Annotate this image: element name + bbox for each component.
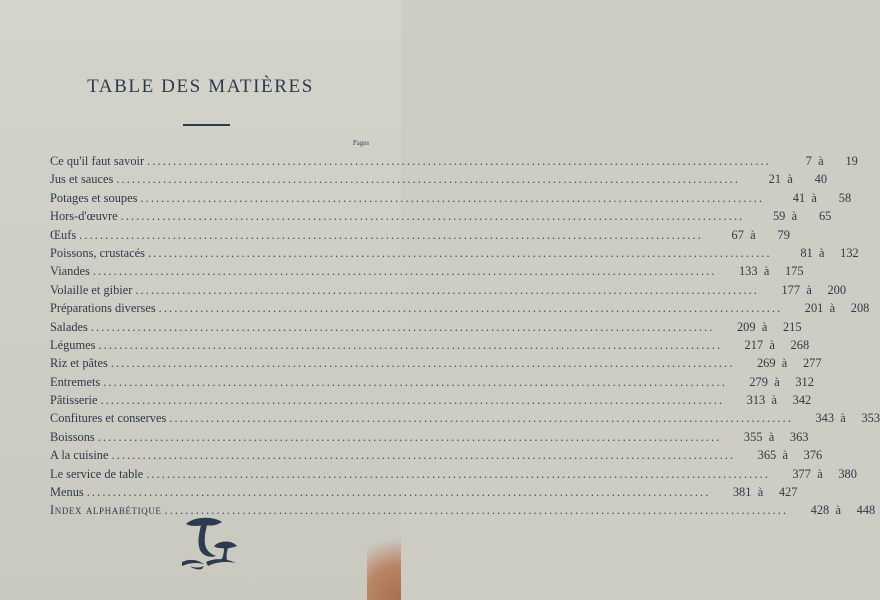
table-of-contents: [50, 152, 880, 520]
toc-entry: [50, 152, 858, 170]
toc-entry: [50, 465, 857, 483]
toc-leader-dots: ........................................................................................................................: [148, 245, 772, 260]
page-end: 19: [845, 154, 858, 168]
toc-leader-dots: ........................................................................................................................: [169, 411, 794, 426]
page-end: 58: [838, 190, 852, 205]
toc-entry: [50, 262, 804, 280]
title-rule: [183, 124, 230, 126]
page-end: 427: [778, 485, 798, 500]
page-range-separator: à: [771, 393, 777, 408]
page-start: 428: [810, 503, 830, 518]
toc-entry-label: Viandes: [50, 264, 90, 279]
page-range-separator: à: [791, 209, 798, 224]
page-range-separator: à: [817, 466, 823, 481]
toc-entry: [50, 391, 812, 409]
toc-entry: [50, 226, 790, 244]
page-end: 175: [784, 264, 804, 279]
page-start: 21: [768, 172, 782, 187]
page-start: 59: [772, 209, 786, 224]
page-end: 40: [814, 172, 828, 187]
toc-entry-pages: [706, 226, 790, 244]
toc-entry: [50, 336, 810, 354]
toc-leader-dots: ........................................................................................................................: [158, 301, 783, 316]
toc-entry-label: Œufs: [50, 227, 77, 242]
page-start: 355: [743, 429, 763, 444]
page-range-separator: à: [818, 245, 825, 260]
page-start: 381: [732, 485, 752, 500]
page-start: 343: [815, 411, 835, 426]
page-end: 277: [802, 356, 822, 371]
page-end: 215: [782, 319, 802, 334]
toc-entry-pages: [762, 281, 846, 299]
mushroom-ornament-icon: [180, 516, 240, 572]
page-end: 132: [840, 245, 859, 260]
toc-entry-pages: [791, 501, 875, 519]
page-start: 279: [749, 374, 768, 389]
toc-leader-dots: ........................................................................................................................: [103, 374, 727, 389]
page-end: 380: [838, 466, 857, 481]
toc-entry-label: Menus: [50, 485, 84, 500]
page-end: 65: [818, 209, 832, 224]
toc-entry: [50, 409, 880, 427]
page-start: 377: [792, 466, 811, 481]
toc-entry-pages: [747, 207, 831, 225]
page-end: 79: [777, 227, 790, 242]
toc-leader-dots: ........................................................................................................................: [86, 485, 711, 500]
page-range-separator: à: [769, 337, 775, 352]
page-start: 7: [805, 154, 812, 168]
page-range-separator: à: [829, 301, 836, 316]
page-range-separator: à: [835, 503, 841, 518]
page-end: 200: [827, 282, 847, 297]
toc-entry-label: Préparations diverses: [50, 301, 156, 316]
page-start: 41: [792, 190, 806, 205]
toc-entry: [50, 373, 814, 391]
page-range-separator: à: [840, 411, 846, 426]
toc-entry: [50, 207, 832, 225]
toc-entry-label: Boissons: [50, 429, 95, 444]
page-range-separator: à: [763, 264, 770, 279]
toc-entry-label: Index alphabétique: [50, 503, 162, 518]
page-start: 365: [757, 448, 777, 463]
toc-entry-label: Potages et soupes: [50, 190, 138, 205]
toc-leader-dots: ........................................................................................................................: [120, 209, 745, 224]
toc-entry-label: Entremets: [50, 374, 101, 389]
page-range-separator: à: [750, 227, 756, 242]
toc-entry-label: Poissons, crustacés: [50, 245, 145, 260]
toc-entry: [50, 318, 802, 336]
toc-entry-pages: [767, 189, 851, 207]
page-start: 177: [781, 282, 801, 297]
page-end: 208: [850, 301, 870, 316]
toc-entry-pages: [738, 446, 822, 464]
page-end: 268: [790, 337, 810, 352]
toc-leader-dots: ........................................................................................................................: [97, 429, 722, 444]
toc-entry-label: Pâtisserie: [50, 393, 98, 408]
toc-entry: [50, 428, 809, 446]
toc-entry-pages: [785, 299, 869, 317]
toc-entry-pages: [738, 354, 822, 372]
toc-entry-label: Salades: [50, 319, 88, 334]
toc-entry-label: A la cuisine: [50, 448, 109, 463]
page-range-separator: à: [806, 282, 812, 297]
page-range-separator: à: [761, 319, 768, 334]
page-start: 81: [800, 245, 813, 260]
toc-leader-dots: ........................................................................................................................: [92, 264, 717, 279]
pages-column-header: Pages: [352, 139, 370, 147]
page-start: 217: [744, 337, 764, 352]
toc-leader-dots: ........................................................................................................................: [111, 448, 736, 463]
toc-entry-pages: [775, 244, 859, 262]
toc-leader-dots: ........................................................................................................................: [146, 466, 770, 481]
toc-leader-dots: ........................................................................................................................: [116, 172, 741, 187]
toc-leader-dots: ........................................................................................................................: [90, 319, 715, 334]
toc-leader-dots: ........................................................................................................................: [110, 356, 735, 371]
page-start: 269: [756, 356, 776, 371]
toc-entry: [50, 446, 823, 464]
toc-entry-label: Confitures et conserves: [50, 411, 167, 426]
toc-entry: [50, 354, 822, 372]
toc-entry-label: Le service de table: [50, 466, 144, 481]
toc-entry-pages: [724, 428, 808, 446]
toc-entry: [50, 299, 870, 317]
page-range-separator: à: [811, 190, 817, 205]
toc-entry-label: Jus et sauces: [50, 172, 114, 187]
page-end: 353: [861, 411, 880, 426]
toc-entry: [50, 170, 828, 188]
toc-entry-pages: [720, 262, 804, 280]
toc-leader-dots: ........................................................................................................................: [100, 393, 725, 408]
page-start: 67: [731, 227, 744, 242]
toc-entry-pages: [725, 336, 809, 354]
page-range-separator: à: [818, 154, 824, 168]
toc-entry-pages: [796, 409, 880, 427]
page-range-separator: à: [781, 356, 788, 371]
toc-entry: [50, 483, 798, 501]
page-title: TABLE DES MATIÈRES: [87, 76, 314, 97]
page-end: 363: [789, 429, 809, 444]
page-start: 201: [804, 301, 824, 316]
toc-leader-dots: ........................................................................................................................: [135, 282, 760, 297]
toc-leader-dots: ........................................................................................................................: [147, 154, 771, 168]
toc-entry-label: Riz et pâtes: [50, 356, 108, 371]
toc-entry-label: Ce qu'il faut savoir: [50, 154, 145, 168]
page-start: 209: [736, 319, 756, 334]
toc-entry: [50, 244, 859, 262]
toc-entry: [50, 189, 852, 207]
toc-entry-pages: [743, 170, 827, 188]
toc-entry-pages: [718, 318, 802, 336]
toc-leader-dots: ........................................................................................................................: [79, 227, 703, 242]
toc-entry-label: Hors-d'œuvre: [50, 209, 118, 224]
toc-entry-pages: [713, 483, 797, 501]
page-range-separator: à: [774, 374, 780, 389]
toc-entry-label: Volaille et gibier: [50, 282, 133, 297]
toc-entry-label: Légumes: [50, 337, 96, 352]
page-end: 312: [795, 374, 814, 389]
toc-leader-dots: ........................................................................................................................: [140, 190, 765, 205]
page-range-separator: à: [782, 448, 788, 463]
page-end: 342: [792, 393, 812, 408]
toc-entry: [50, 281, 847, 299]
toc-entry-pages: [730, 373, 814, 391]
page-range-separator: à: [757, 485, 764, 500]
page-range-separator: à: [768, 429, 775, 444]
toc-entry-pages: [774, 152, 858, 170]
toc-leader-dots: ........................................................................................................................: [164, 503, 789, 518]
toc-entry-pages: [773, 465, 857, 483]
page-edge-shadow: [367, 530, 401, 600]
page-end: 376: [803, 448, 823, 463]
page-end: 448: [856, 503, 876, 518]
toc-leader-dots: ........................................................................................................................: [98, 337, 723, 352]
page-start: 133: [738, 264, 758, 279]
page-range-separator: à: [787, 172, 793, 187]
toc-entry-pages: [727, 391, 811, 409]
page-start: 313: [746, 393, 766, 408]
